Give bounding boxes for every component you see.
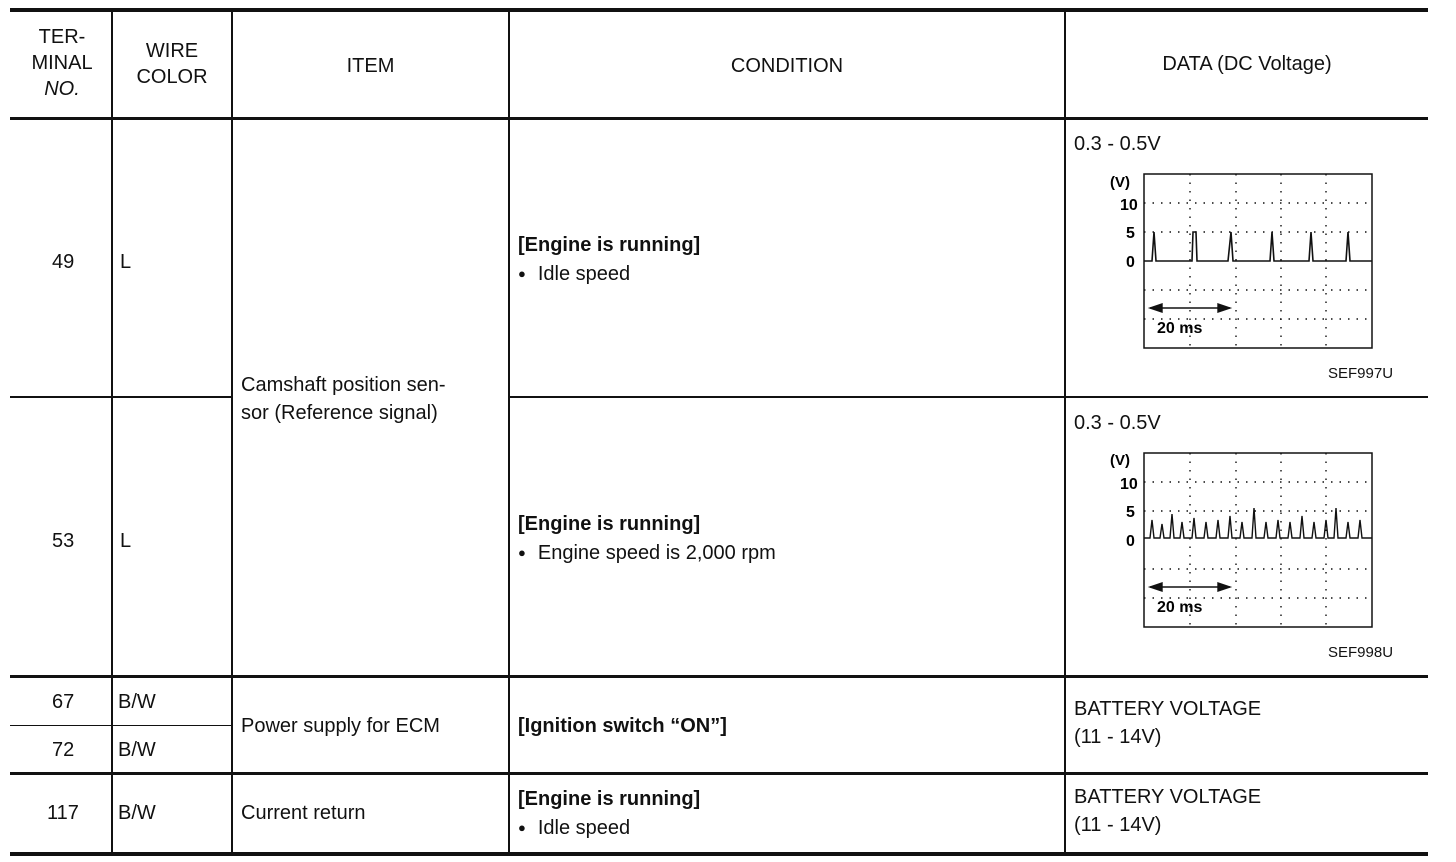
row-49-bottom-rule-right	[510, 396, 1428, 398]
table-top-rule	[10, 8, 1428, 12]
item-camshaft	[241, 371, 446, 427]
row-53-bottom-rule	[10, 675, 1428, 678]
header-bottom-rule	[10, 117, 1428, 120]
header-condition: CONDITION	[730, 55, 844, 77]
waveform-53	[1100, 446, 1420, 636]
header-wire-line-2: COLOR	[136, 66, 208, 88]
condition-power-title: [Ignition switch “ON”]	[518, 715, 727, 737]
terminal-67: 67	[52, 691, 75, 713]
terminal-49: 49	[52, 251, 75, 273]
condition-49-detail: ● Idle speed	[518, 260, 630, 290]
data-49-value: 0.3 - 0.5V	[1074, 133, 1161, 155]
header-item: ITEM	[346, 55, 395, 77]
wire-49: L	[120, 251, 132, 273]
col-divider-1	[111, 10, 113, 854]
data-117-line-1: BATTERY VOLTAGE	[1074, 786, 1262, 808]
col-divider-3	[508, 10, 510, 854]
data-53-value: 0.3 - 0.5V	[1074, 412, 1161, 434]
terminal-72: 72	[52, 739, 75, 761]
scope-53-tick-5: 5	[1126, 504, 1135, 521]
terminal-117: 117	[47, 802, 79, 824]
data-117-value	[1074, 783, 1261, 839]
condition-117-detail: ● Idle speed	[518, 814, 630, 844]
scope-49-tick-10: 10	[1120, 197, 1138, 214]
scope-53-tick-0: 0	[1126, 533, 1135, 550]
scope-49-tick-5: 5	[1126, 225, 1135, 242]
item-camshaft-line-1: Camshaft position sen-	[241, 374, 446, 396]
scope-53-unit: (V)	[1110, 452, 1130, 469]
item-power-supply: Power supply for ECM	[241, 715, 440, 737]
header-wire-color	[113, 38, 231, 90]
wire-53: L	[120, 530, 132, 552]
wire-67: B/W	[118, 691, 156, 713]
scope-49-time: 20 ms	[1157, 320, 1203, 337]
scope-49-trace	[1144, 232, 1372, 261]
header-terminal-line-1: TER-	[38, 26, 86, 48]
data-117-line-2: (11 - 14V)	[1074, 814, 1162, 836]
data-power-line-2: (11 - 14V)	[1074, 726, 1162, 748]
item-camshaft-line-2: sor (Reference signal)	[241, 402, 438, 424]
terminal-53: 53	[52, 530, 75, 552]
scope-53-time: 20 ms	[1157, 599, 1203, 616]
waveform-49	[1100, 168, 1420, 358]
figure-code-53: SEF998U	[1328, 644, 1394, 661]
wire-72: B/W	[118, 739, 156, 761]
header-terminal-no	[12, 24, 112, 102]
row-72-bottom-rule	[10, 772, 1428, 775]
row-49-bottom-rule	[10, 396, 232, 398]
table-bottom-rule	[10, 852, 1428, 856]
scope-49-tick-0: 0	[1126, 254, 1135, 271]
scope-53-tick-10: 10	[1120, 476, 1138, 493]
header-data: DATA (DC Voltage)	[1162, 53, 1332, 75]
header-wire-line-1: WIRE	[145, 40, 199, 62]
condition-49-title: [Engine is running]	[518, 234, 701, 256]
condition-117-title: [Engine is running]	[518, 788, 701, 810]
data-power-value	[1074, 695, 1261, 751]
figure-code-49: SEF997U	[1328, 365, 1394, 382]
row-67-bottom-rule	[10, 725, 232, 726]
scope-49-unit: (V)	[1110, 174, 1130, 191]
col-divider-4	[1064, 10, 1066, 854]
wire-117: B/W	[118, 802, 156, 824]
col-divider-2	[231, 10, 233, 854]
data-power-line-1: BATTERY VOLTAGE	[1074, 698, 1262, 720]
item-current-return: Current return	[241, 802, 366, 824]
header-terminal-line-2: MINAL	[31, 52, 93, 74]
scope-53-trace	[1144, 508, 1372, 538]
header-terminal-line-3: NO.	[44, 78, 80, 100]
condition-53-detail: ● Engine speed is 2,000 rpm	[518, 539, 776, 569]
condition-53-title: [Engine is running]	[518, 513, 701, 535]
